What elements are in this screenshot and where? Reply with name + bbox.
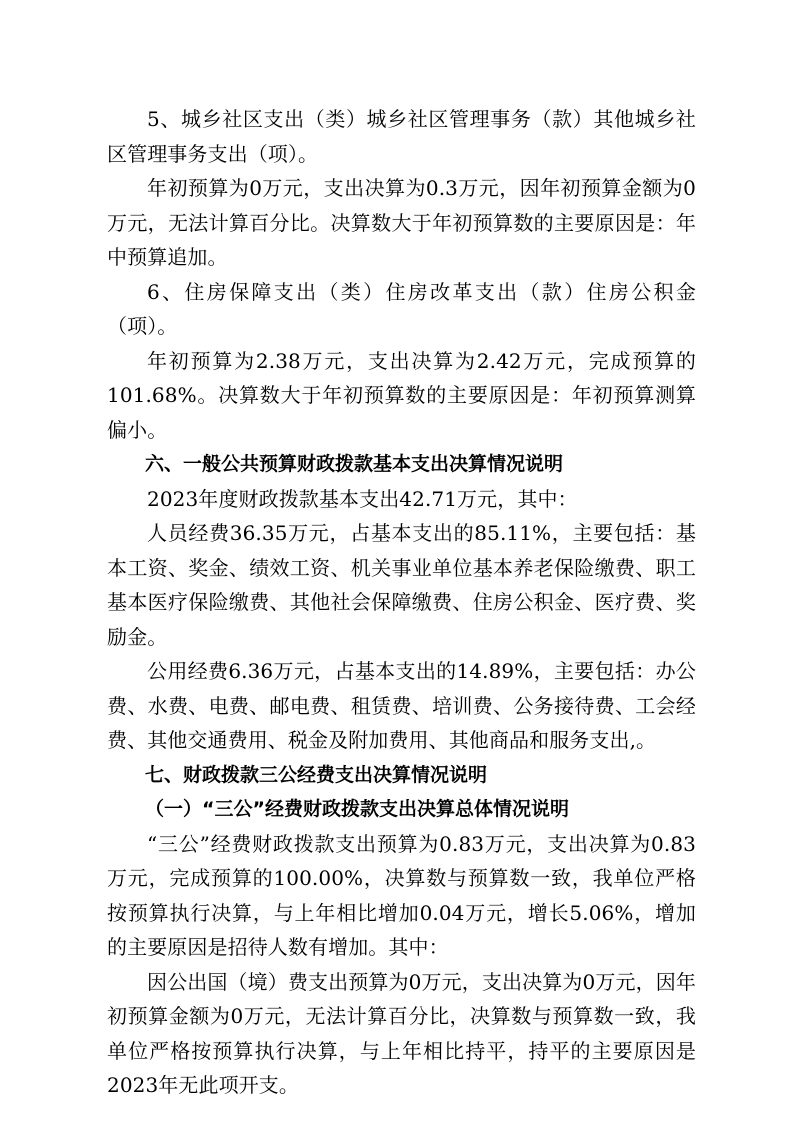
paragraph-public-expenses: 公用经费6.36万元，占基本支出的14.89%，主要包括：办公费、水费、电费、邮电费、租赁费、培训费、公务接待费、工会经费、其他交通费用、税金及附加费用、其他商品和服务支出,。 <box>107 659 696 752</box>
paragraph-three-public-overall: “三公”经费财政拨款支出预算为0.83万元，支出决算为0.83万元，完成预算的100.00%，决算数与预算数一致，我单位严格按预算执行决算，与上年相比增加0.04万元，增长5.06%，增加的主要原因是招待人数有增加。其中： <box>107 831 696 959</box>
section-heading-three-public: 七、财政拨款三公经费支出决算情况说明 <box>145 763 488 786</box>
section-heading-basic-expenditure: 六、一般公共预算财政拨款基本支出决算情况说明 <box>145 453 564 475</box>
paragraph-urban-community-detail: 年初预算为0万元，支出决算为0.3万元，因年初预算金额为0万元，无法计算百分比。决算数大于年初预算数的主要原因是：年中预算追加。 <box>107 176 696 269</box>
subsection-heading-three-public-overall: （一）“三公”经费财政拨款支出决算总体情况说明 <box>145 798 569 820</box>
paragraph-urban-community-item: 5、城乡社区支出（类）城乡社区管理事务（款）其他城乡社区管理事务支出（项）。 <box>107 107 696 166</box>
paragraph-basic-expenditure-total: 2023年度财政拨款基本支出42.71万元，其中： <box>147 486 578 511</box>
paragraph-housing-detail: 年初预算为2.38万元，支出决算为2.42万元，完成预算的101.68%。决算数大于年初预算数的主要原因是：年初预算测算偏小。 <box>107 348 696 442</box>
paragraph-personnel-expenses: 人员经费36.35万元，占基本支出的85.11%，主要包括：基本工资、奖金、绩效工资、机关事业单位基本养老保险缴费、职工基本医疗保险缴费、其他社会保障缴费、住房公积金、医疗费、奖励金。 <box>107 521 696 649</box>
paragraph-housing-item: 6、住房保障支出（类）住房改革支出（款）住房公积金（项）。 <box>107 279 696 338</box>
paragraph-overseas-travel: 因公出国（境）费支出预算为0万元，支出决算为0万元，因年初预算金额为0万元，无法计算百分比，决算数与预算数一致，我单位严格按预算执行决算，与上年相比持平，持平的主要原因是2023年无此项开支。 <box>107 969 696 1097</box>
